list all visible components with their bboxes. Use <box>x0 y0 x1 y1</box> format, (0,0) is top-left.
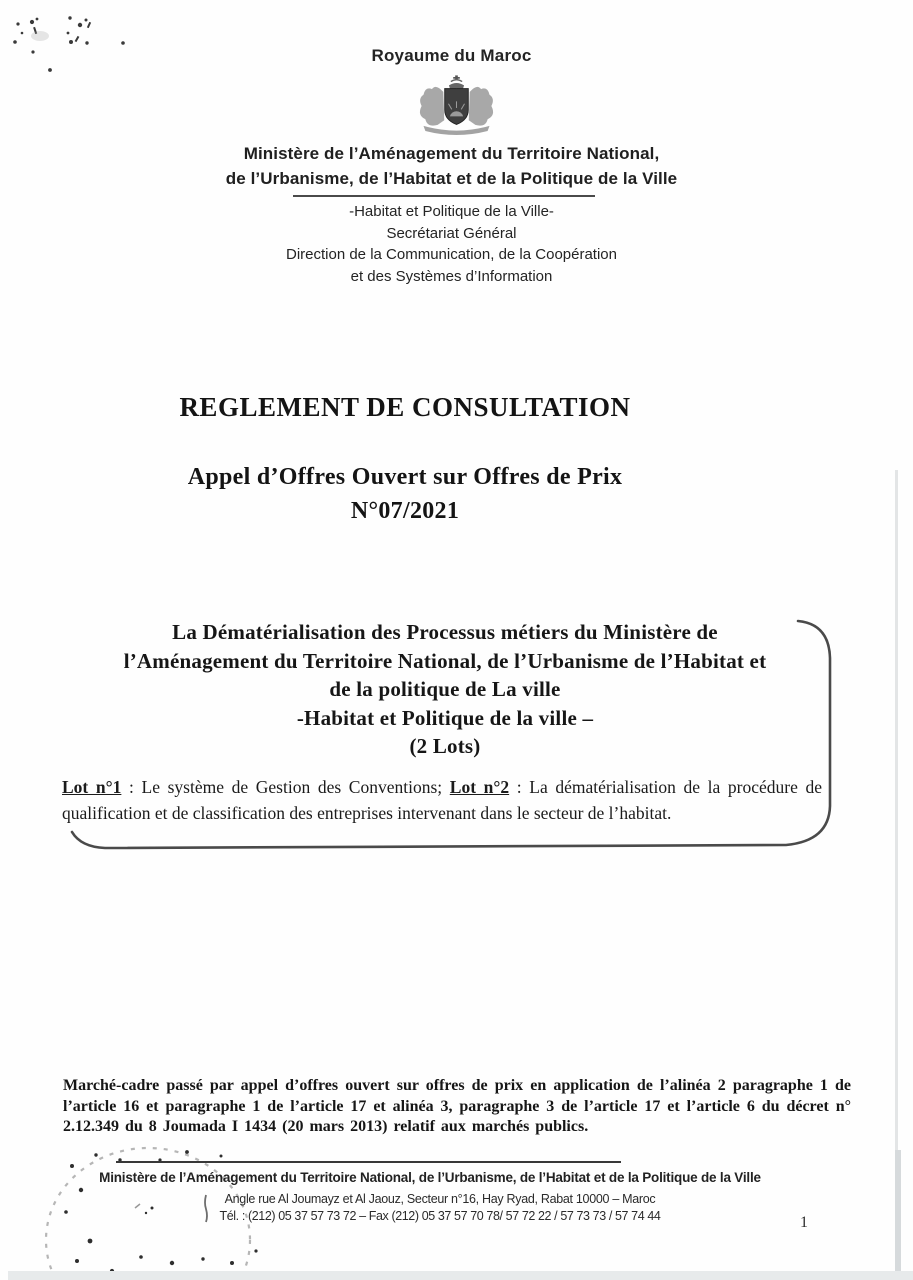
project-title-line3: de la politique de La ville <box>329 677 561 701</box>
ministry-name-line1: Ministère de l’Aménagement du Territoire National, <box>243 144 660 163</box>
header-divider <box>293 195 595 197</box>
footer-ministry: Ministère de l’Aménagement du Territoire National, de l’Urbanisme, de l’Habitat et de la Politique de la Ville <box>99 1170 761 1185</box>
legal-notice: Marché-cadre passé par appel d’offres ouvert sur offres de prix en application de l’alinéa 2 paragraphe 1 de l’article 16 et paragraphe 1 de l’article 17 et alinéa 3, paragraphe 3 de l’article 17 et l’article 6 du décret n° 2.12.349 du 8 Joumada I 1434 (20 mars 2013) relatif aux marchés publics. <box>63 1077 851 1135</box>
project-title-line1: La Dématérialisation des Processus métiers du Ministère de <box>172 620 718 644</box>
subtitle-line2: N°07/2021 <box>350 498 460 524</box>
project-title-line2: l’Aménagement du Territoire National, de l’Urbanisme de l’Habitat et <box>123 648 767 673</box>
ministry-name <box>0 141 903 191</box>
project-title-line4: -Habitat et Politique de la ville – <box>296 705 594 730</box>
project-title-line5: (2 Lots) <box>409 734 481 758</box>
scan-edge-right-bottom <box>895 1150 901 1280</box>
footer-phone: Tél. : (212) 05 37 57 73 72 – Fax (212) 05 37 57 70 78/ 57 72 22 / 57 73 73 / 57 74 44 <box>219 1209 661 1223</box>
lot1-text: : Le système de Gestion des Conventions; <box>121 777 450 797</box>
dept-line1: -Habitat et Politique de la Ville- <box>349 203 554 220</box>
lot2-label: Lot n°2 <box>449 777 510 797</box>
document-title: REGLEMENT DE CONSULTATION <box>179 392 631 422</box>
lot1-label: Lot n°1 <box>62 777 122 797</box>
kingdom-title: Royaume du Maroc <box>371 46 532 65</box>
ministry-name-line2: de l’Urbanisme, de l’Habitat et de la Politique de la Ville <box>225 169 678 188</box>
page-number: 1 <box>800 1214 808 1231</box>
scan-edge-bottom <box>8 1271 913 1280</box>
department-block <box>0 201 903 287</box>
lots-paragraph <box>62 774 822 826</box>
dept-line2: Secrétariat Général <box>386 224 517 242</box>
dept-line3: Direction de la Communication, de la Coopération <box>285 246 617 263</box>
subtitle-line1: Appel d’Offres Ouvert sur Offres de Prix <box>187 464 623 490</box>
footer-divider <box>116 1161 621 1163</box>
lot2-text: : La dématérialisation de la procédure de qualification et de classification des entreprises intervenant dans le secteur de l’habitat. <box>62 777 823 823</box>
document-subtitle <box>0 460 810 528</box>
moroccan-coat-of-arms-icon <box>409 74 504 140</box>
project-box-title <box>60 618 830 761</box>
dept-line4: et des Systèmes d’Information <box>350 267 553 285</box>
footer-address: Angle rue Al Joumayz et Al Jaouz, Secteur n°16, Hay Ryad, Rabat 10000 – Maroc <box>224 1192 656 1206</box>
